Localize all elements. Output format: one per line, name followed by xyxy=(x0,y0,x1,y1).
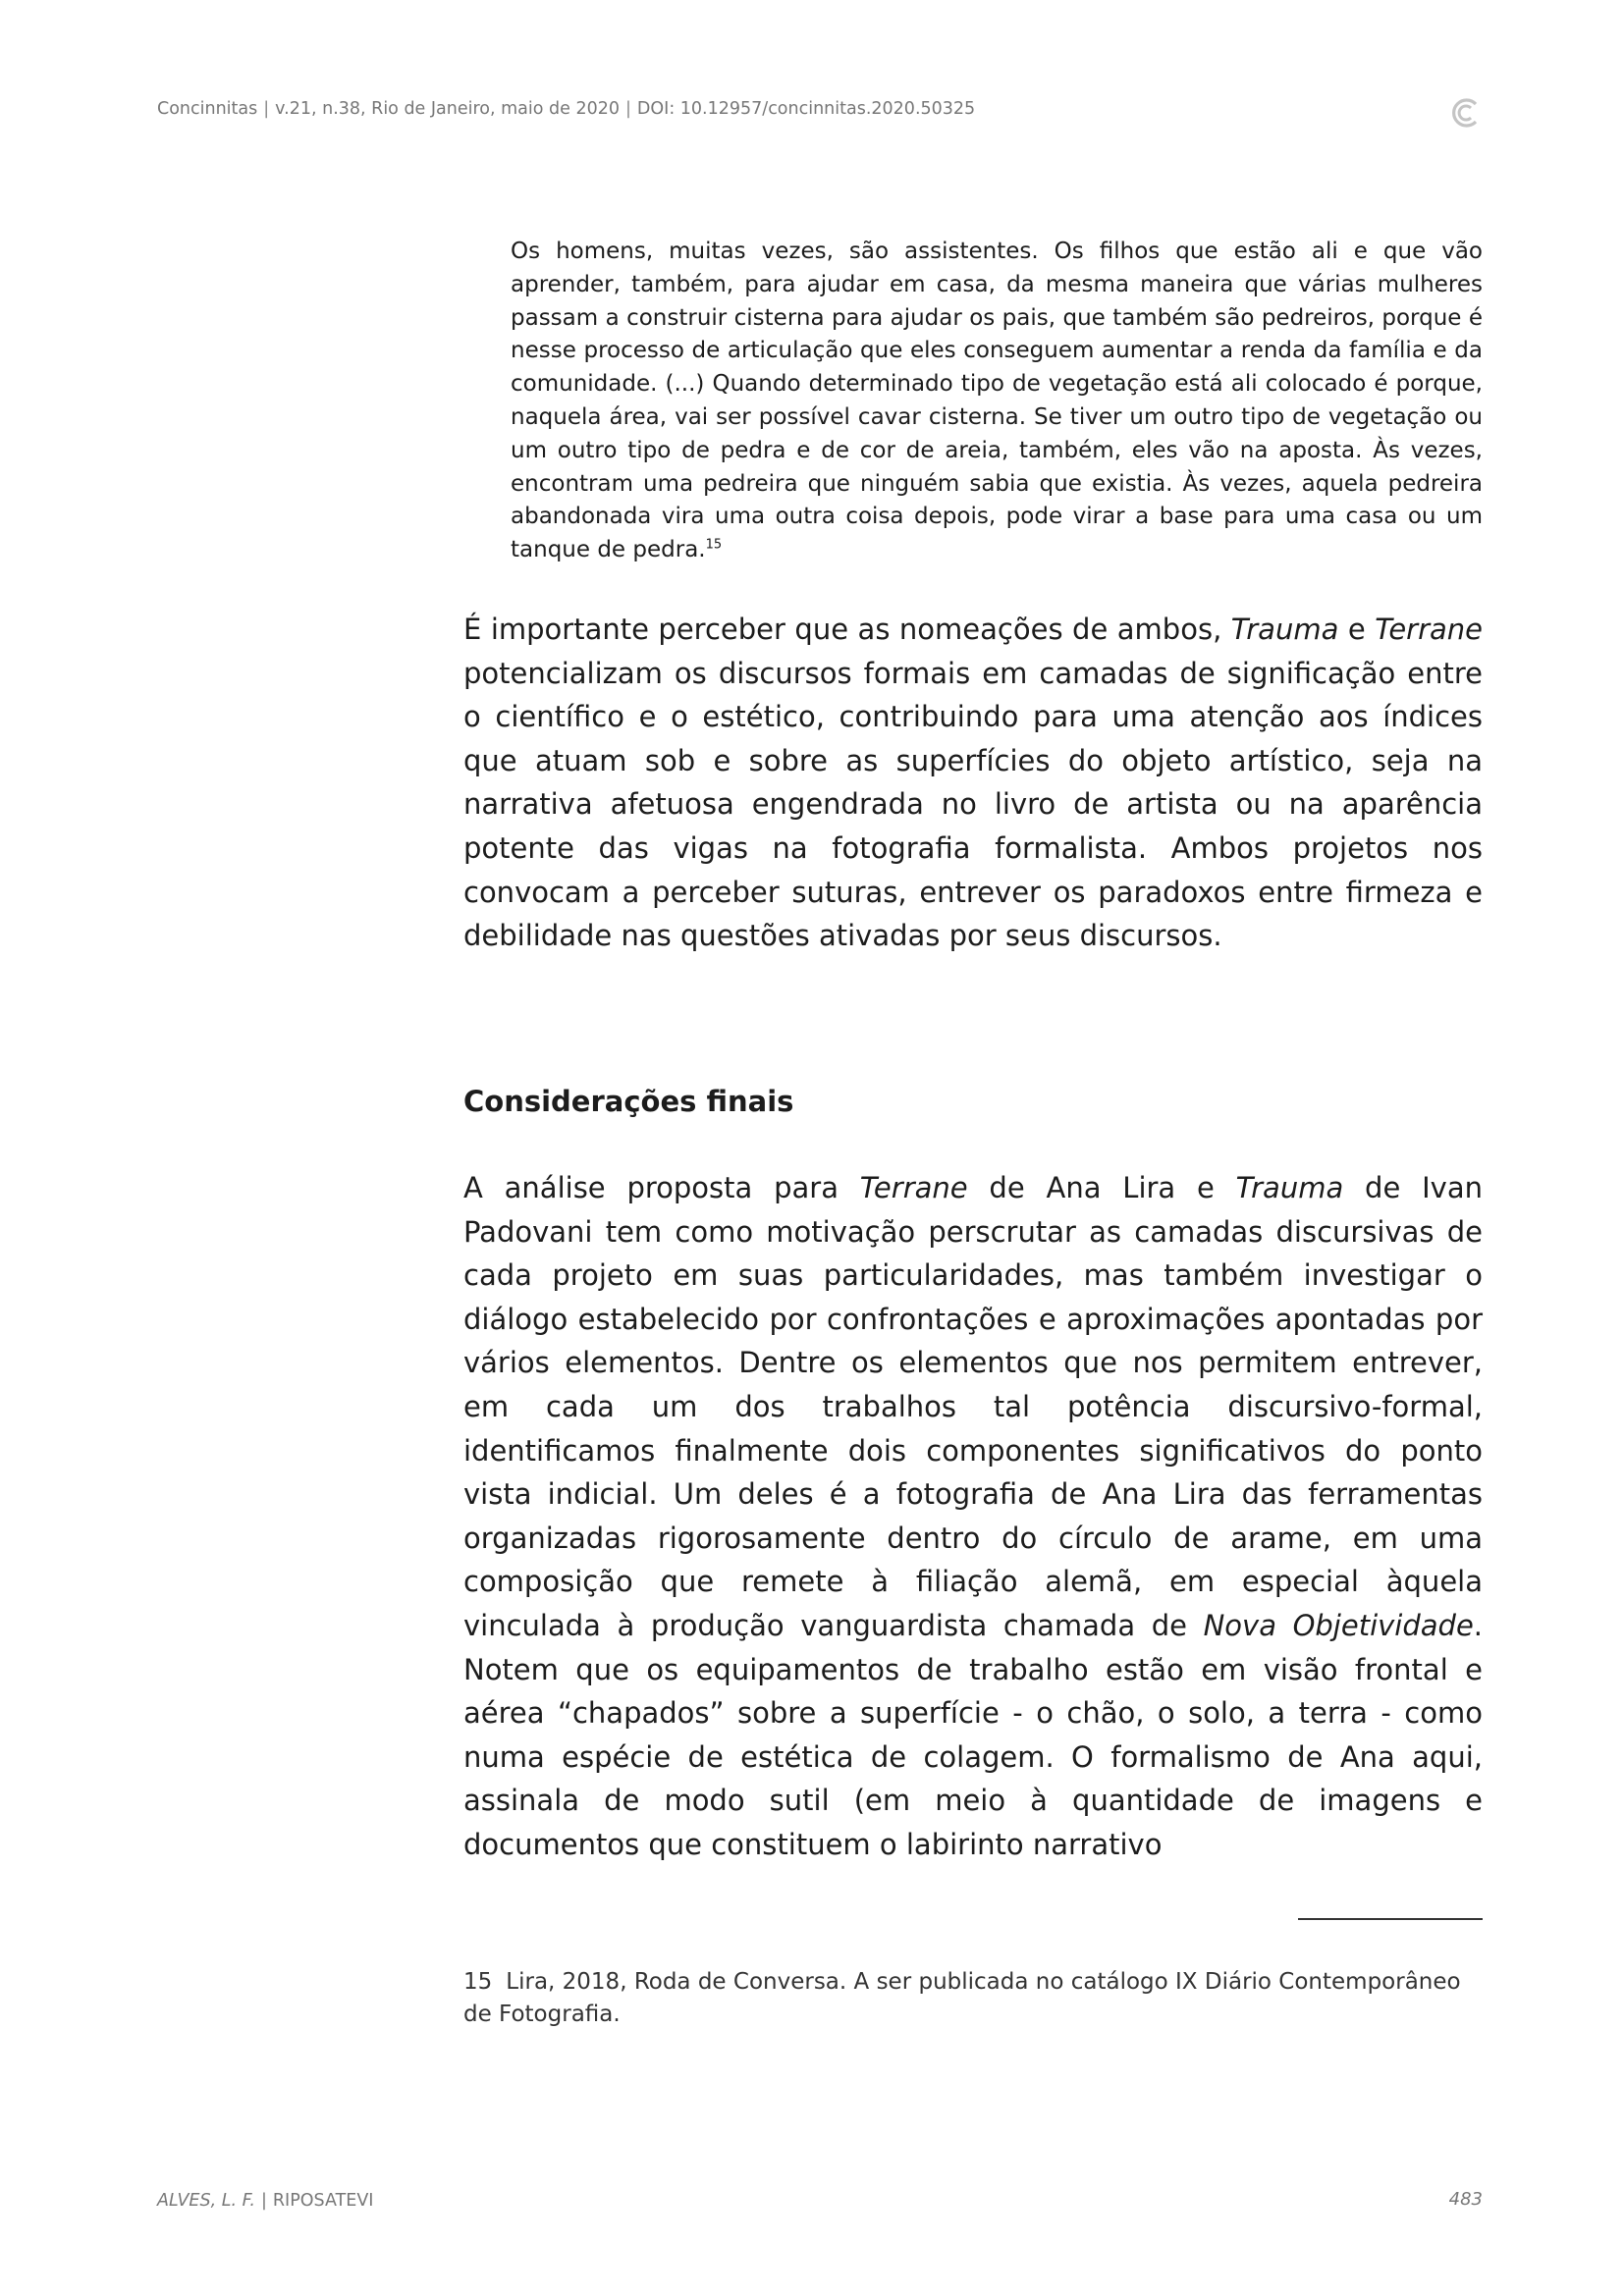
quote-text: Os homens, muitas vezes, são assistentes. Os filhos que estão ali e que vão aprender, também, para ajudar em casa, da mesma maneira que várias mulheres passam a construir cisterna para ajudar os pais, que também são pedreiros, porque é nesse processo de articulação que eles conseguem aumentar a renda da família e da comunidade. (...) Quando determinado tipo de vegetação está ali colocado é porque, naquela área, vai ser possível cavar cisterna. Se tiver um outro tipo de vegetação ou um outro tipo de pedra e de cor de areia, também, eles vão na aposta. Às vezes, encontram uma pedreira que ninguém sabia que existia. Às vezes, aquela pedreira abandonada vira uma outra coisa depois, pode virar a base para uma casa ou um tanque de pedra. xyxy=(511,239,1483,563)
italic-title: Terrane xyxy=(1375,613,1484,646)
italic-title: Terrane xyxy=(859,1171,968,1204)
italic-title: Trauma xyxy=(1230,613,1339,646)
italic-title: Trauma xyxy=(1235,1171,1344,1204)
footnote-number: 15 xyxy=(463,1969,493,1995)
running-footer xyxy=(157,2191,373,2211)
text-run: É importante perceber que as nomeações de ambos, xyxy=(463,613,1231,646)
issue-info: v.21, n.38, Rio de Janeiro, maio de 2020 xyxy=(275,99,621,119)
footnote-reference: 15 xyxy=(705,537,723,553)
text-run: e xyxy=(1338,613,1376,646)
text-run: de Ivan Padovani tem como motivação perscrutar as camadas discursivas de cada projeto em suas particularidades, mas também investigar o diálogo estabelecido por confrontações e aproximações apontadas por vários elementos. Dentre os elementos que nos permitem entrever, em cada um dos trabalhos tal potência discursivo-formal, identificamos finalmente dois componentes significativos do ponto vista indicial. Um deles é a fotografia de Ana Lira das ferramentas organizadas rigorosamente dentro do círculo de arame, em uma composição que remete à filiação alemã, em especial àquela vinculada à produção vanguardista chamada de xyxy=(463,1171,1483,1642)
block-quote xyxy=(511,236,1483,567)
journal-logo-icon xyxy=(1449,96,1481,130)
journal-name: Concinnitas xyxy=(157,99,258,119)
header-separator: | xyxy=(263,99,270,119)
text-run: potencializam os discursos formais em camadas de significação entre o científico e o estético, contribuindo para uma atenção aos índices que atuam sob e sobre as superfícies do objeto artístico, seja na narrativa afetuosa engendrada no livro de artista ou na aparência potente das vigas na fotografia formalista. Ambos projetos nos convocam a perceber suturas, entrever os paradoxos entre firmeza e debilidade nas questões ativadas por seus discursos. xyxy=(463,656,1483,953)
page-number: 483 xyxy=(1448,2189,1483,2210)
footnote xyxy=(463,1966,1485,2031)
text-run: . Notem que os equipamentos de trabalho estão em visão frontal e aérea “chapados” sobre a superfície - o chão, o solo, a terra - como numa espécie de estética de colagem. O formalismo de Ana aqui, assinala de modo sutil (em meio à quantidade de imagens e documentos que constituem o labirinto narrativo xyxy=(463,1608,1483,1861)
section-heading: Considerações finais xyxy=(463,1085,794,1118)
italic-term: Nova Objetividade xyxy=(1203,1608,1474,1642)
footer-author: ALVES, L. F. xyxy=(157,2191,255,2211)
header-separator: | xyxy=(625,99,631,119)
running-header xyxy=(157,99,975,119)
body-paragraph xyxy=(463,1166,1483,1867)
text-run: A análise proposta para xyxy=(463,1171,860,1204)
body-paragraph xyxy=(463,608,1483,958)
footer-title: RIPOSATEVI xyxy=(272,2191,374,2211)
text-run: de Ana Lira e xyxy=(967,1171,1236,1204)
footer-separator: | xyxy=(260,2191,267,2211)
footnote-text: Lira, 2018, Roda de Conversa. A ser publicada no catálogo IX Diário Contemporâneo de Fotografia. xyxy=(463,1969,1461,2027)
footnote-divider xyxy=(1298,1918,1483,1920)
doi: DOI: 10.12957/concinnitas.2020.50325 xyxy=(636,99,976,119)
